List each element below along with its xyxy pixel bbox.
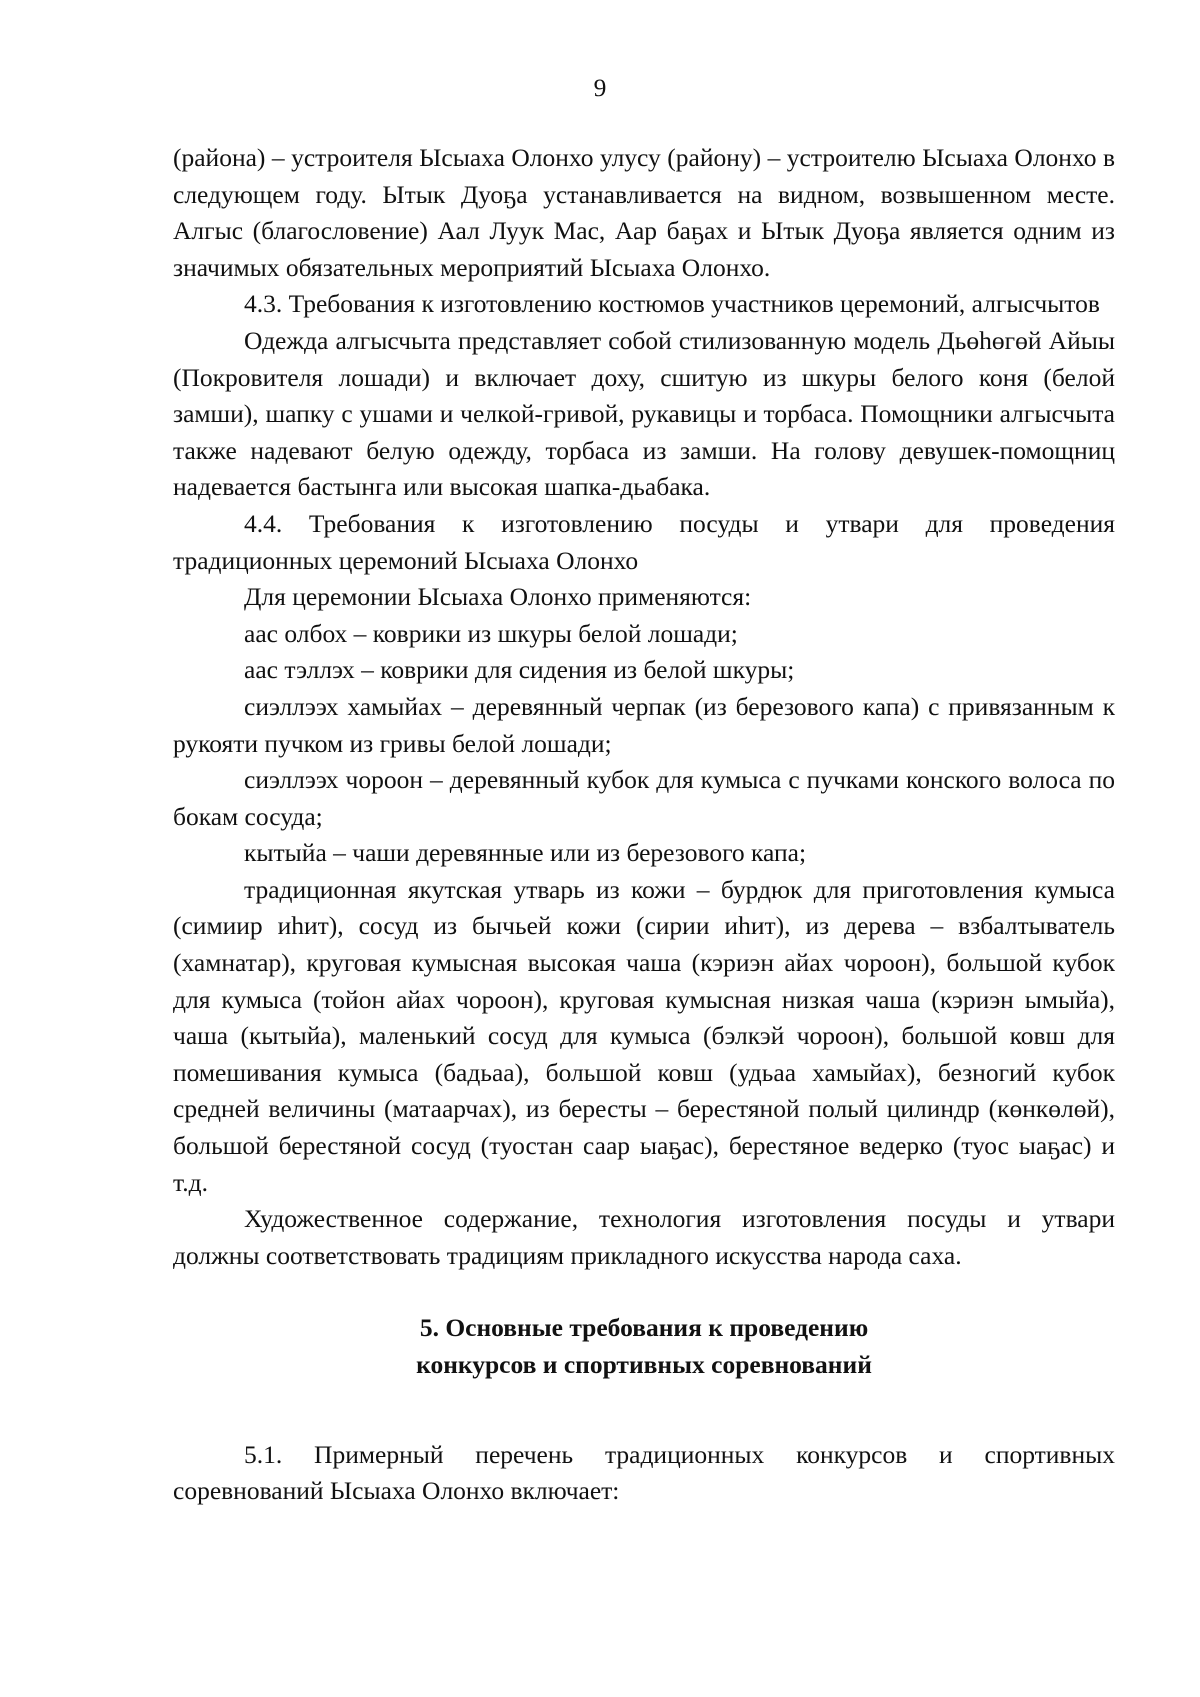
page-number: 9 [593, 73, 607, 102]
paragraph-artistic-content: Художественное содержание, технология изготовления посуды и утвари должны соответствовать традициям прикладного искусства народа саха. [173, 1204, 1115, 1270]
list-item-aas-olboh: аас олбох – коврики из шкуры белой лошади; [244, 618, 738, 648]
section-heading-line-2: конкурсов и спортивных соревнований [416, 1350, 872, 1379]
list-item-aas-tellekh: аас тэллэх – коврики для сидения из белой шкуры; [244, 655, 795, 685]
list-item-kytyia: кытыйа – чаши деревянные или из березового капа; [244, 838, 807, 868]
section-5-heading [173, 1310, 1115, 1383]
list-item-traditional-utensils: традиционная якутская утварь из кожи – бурдюк для приготовления кумыса (симиир иһит), сосуд из бычьей кожи (сирии иһит), из дерева – взбалтыватель (хамнатар), круговая кумысная высокая чаша (кэриэн айах чороон), большой кубок для кумыса (тойон айах чороон), круговая кумысная низкая чаша (кэриэн ымыйа), чаша (кытыйа), маленький сосуд для кумыса (бэлкэй чороон), большой ковш для помешивания кумыса (бадьаа), большой ковш (удьаа хамыйах), безногий кубок средней величины (матаарчах), из бересты – берестяной полый цилиндр (көнкөлөй), большой берестяной сосуд (туостан саар ыаҕас), берестяное ведерко (туос ыаҕас) и т.д. [173, 874, 1115, 1197]
subsection-5-1-title: 5.1. Примерный перечень традиционных конкурсов и спортивных соревнований Ысыаха Олонхо включает: [173, 1439, 1115, 1506]
paragraphs-after-heading [173, 1437, 1115, 1510]
list-item-siellekh-choroon: сиэллээх чороон – деревянный кубок для кумыса с пучками конского волоса по бокам сосуда; [173, 765, 1115, 831]
list-item-siellekh-khamyiakh: сиэллээх хамыйах – деревянный черпак (из березового капа) с привязанным к рукояти пучком из гривы белой лошади; [173, 691, 1115, 758]
paragraph-costume-description: Одежда алгысчыта представляет собой стилизованную модель Дьөһөгөй Айыы (Покровителя лошади) и включает доху, сшитую из шкуры белого коня (белой замши), шапку с ушами и челкой-гривой, рукавицы и торбаса. Помощники алгысчыта также надевают белую одежду, торбаса из замши. На голову девушек-помощниц надевается бастынга или высокая шапка-дьабака. [173, 325, 1115, 502]
subsection-4-3-title: 4.3. Требования к изготовлению костюмов участников церемоний, алгысчытов [244, 289, 1100, 319]
section-heading-line-1: 5. Основные требования к проведению [419, 1313, 869, 1343]
subsection-4-4-title: 4.4. Требования к изготовлению посуды и утвари для проведения традиционных церемоний Ысыаха Олонхо [173, 508, 1115, 575]
paragraphs-before-heading [173, 140, 1115, 1274]
paragraph-continuation: (района) – устроителя Ысыаха Олонхо улусу (району) – устроителю Ысыаха Олонхо в следующем году. Ытык Дуоҕа устанавливается на видном, возвышенном месте. Алгыс (благословение) Аал Луук Мас, Аар баҕах и Ытык Дуоҕа является одним из значимых обязательных мероприятий Ысыаха Олонхо. [173, 143, 1115, 282]
document-body [173, 140, 1115, 1510]
paragraph-items-intro: Для церемонии Ысыаха Олонхо применяются: [244, 582, 752, 612]
